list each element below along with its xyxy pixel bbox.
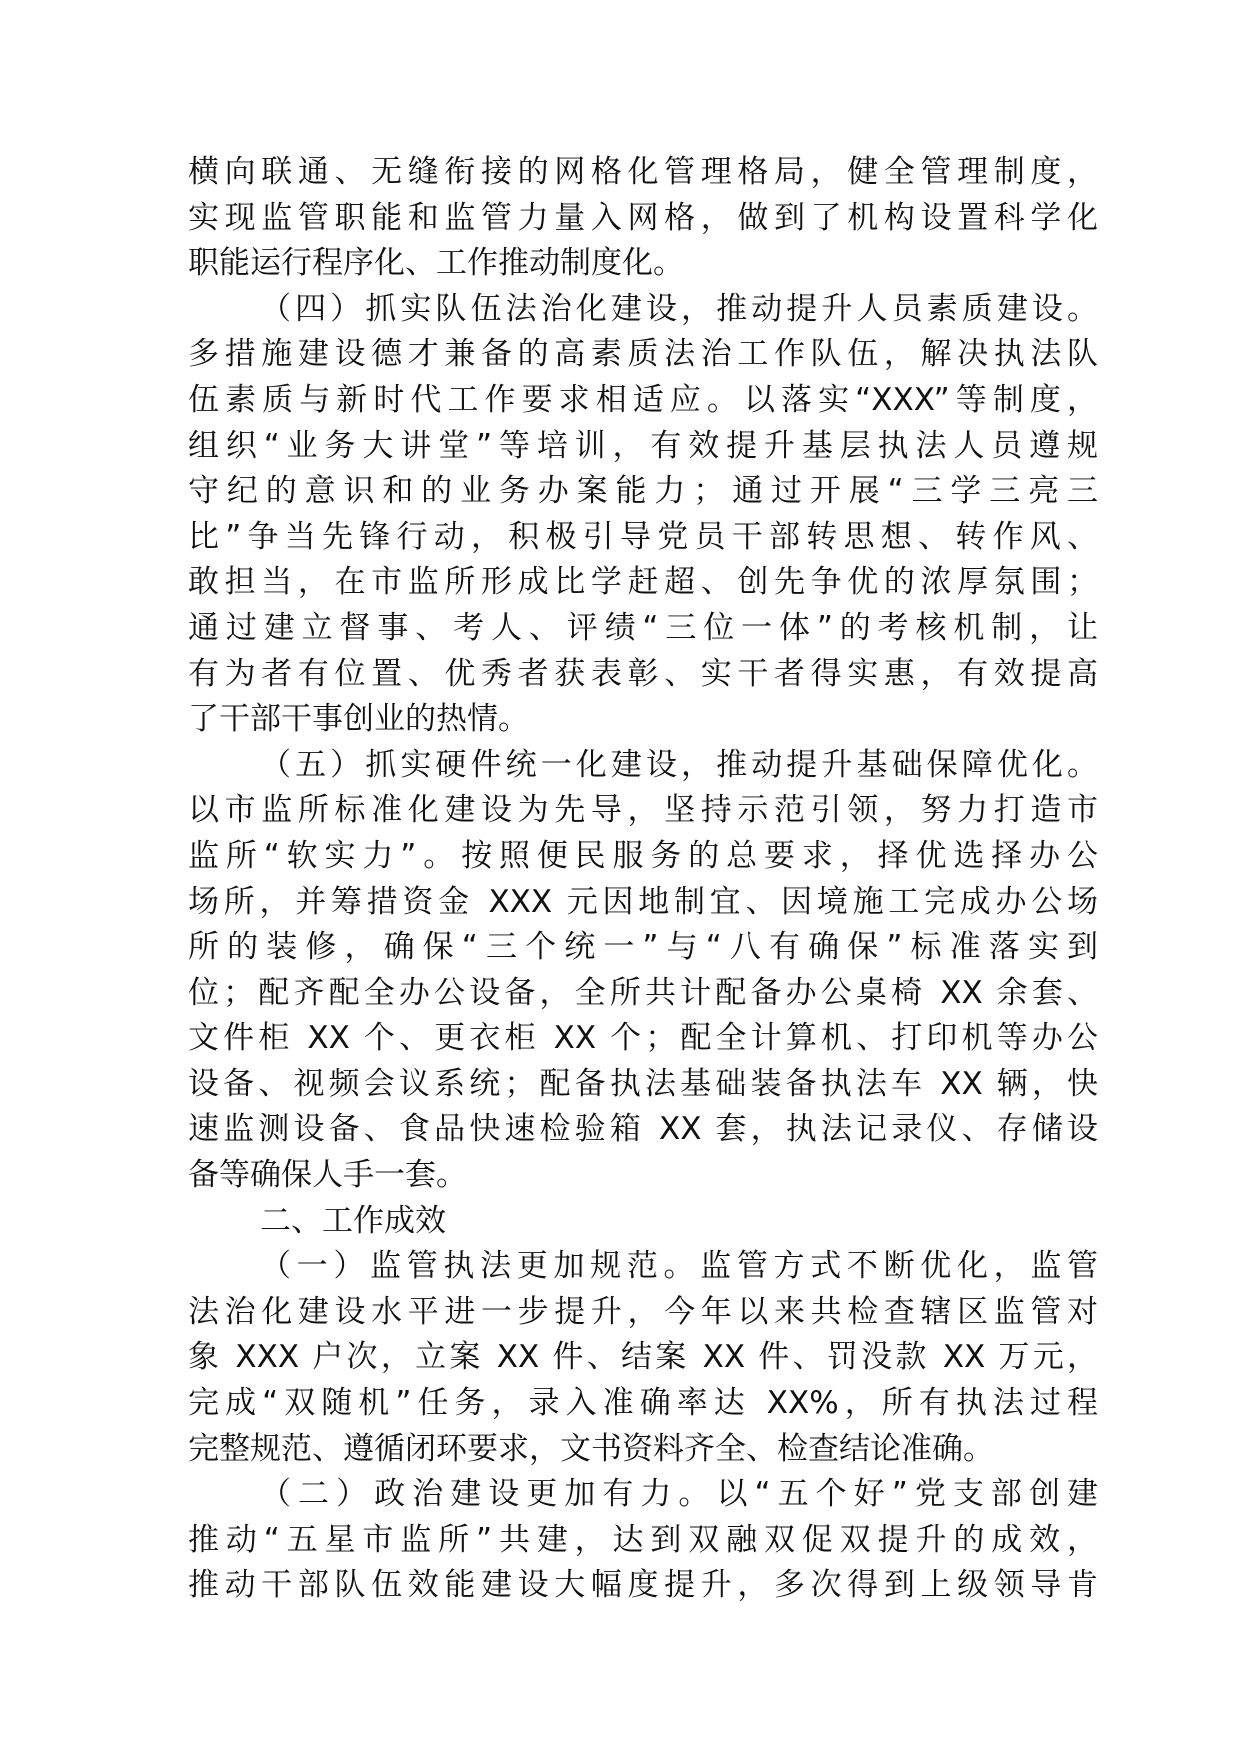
text-line: 组织“业务大讲堂”等培训，有效提升基层执法人员遵规 (188, 427, 1098, 464)
text-line: 了干部干事创业的热情。 (188, 701, 529, 738)
text-line: 以市监所标准化建设为先导，坚持示范引领，努力打造市 (188, 792, 1098, 829)
text-line: 法治化建设水平进一步提升，今年以来共检查辖区监管对 (188, 1293, 1098, 1330)
document-body (188, 150, 1098, 1609)
text-line: 完成“双随机”任务，录入准确率达 XX%，所有执法过程 (188, 1385, 1098, 1422)
text-line: 实现监管职能和监管力量入网格，做到了机构设置科学化 (188, 199, 1098, 236)
text-line: 位；配齐配全办公设备，全所共计配备办公桌椅 XX 余套、 (188, 974, 1098, 1011)
text-line: 敢担当，在市监所形成比学赶超、创先争优的浓厚氛围； (188, 564, 1098, 601)
text-line: 监所“软实力”。按照便民服务的总要求，择优选择办公 (188, 837, 1098, 874)
text-line: 有为者有位置、优秀者获表彰、实干者得实惠，有效提高 (188, 655, 1098, 692)
text-line: 比”争当先锋行动，积极引导党员干部转思想、转作风、 (188, 518, 1098, 555)
text-line: 场所，并筹措资金 XXX 元因地制宜、因境施工完成办公场 (188, 883, 1098, 920)
text-line: 推动干部队伍效能建设大幅度提升，多次得到上级领导肯 (188, 1567, 1098, 1604)
text-line: 完整规范、遵循闭环要求，文书资料齐全、检查结论准确。 (188, 1430, 994, 1467)
text-line: 守纪的意识和的业务办案能力；通过开展“三学三亮三 (188, 473, 1098, 510)
text-line: 多措施建设德才兼备的高素质法治工作队伍，解决执法队 (188, 336, 1098, 373)
text-line: 设备、视频会议系统；配备执法基础装备执法车 XX 辆，快 (188, 1065, 1098, 1102)
text-line: 速监测设备、食品快速检验箱 XX 套，执法记录仪、存储设 (188, 1111, 1098, 1148)
text-line: 备等确保人手一套。 (188, 1157, 467, 1194)
text-line: 所的装修，确保“三个统一”与“八有确保”标准落实到 (188, 929, 1098, 966)
paragraph-first-line: （二）政治建设更加有力。以“五个好”党支部创建 (260, 1476, 1098, 1513)
text-line: 通过建立督事、考人、评绩“三位一体”的考核机制，让 (188, 609, 1098, 646)
text-line: 推动“五星市监所”共建，达到双融双促双提升的成效， (188, 1521, 1098, 1558)
text-line: 伍素质与新时代工作要求相适应。以落实“XXX”等制度， (188, 381, 1098, 418)
text-line: 象 XXX 户次，立案 XX 件、结案 XX 件、罚没款 XX 万元， (188, 1339, 1098, 1376)
paragraph-first-line: （一）监管执法更加规范。监管方式不断优化，监管 (260, 1248, 1098, 1285)
paragraph-first-line: （五）抓实硬件统一化建设，推动提升基础保障优化。 (260, 746, 1098, 783)
paragraph-first-line: （四）抓实队伍法治化建设，推动提升人员素质建设。 (260, 290, 1098, 327)
text-line: 横向联通、无缝衔接的网格化管理格局，健全管理制度， (188, 154, 1098, 190)
text-line: 职能运行程序化、工作推动制度化。 (188, 245, 684, 282)
text-line: 文件柜 XX 个、更衣柜 XX 个；配全计算机、打印机等办公 (188, 1020, 1098, 1057)
paragraph-first-line: 二、工作成效 (260, 1202, 446, 1239)
